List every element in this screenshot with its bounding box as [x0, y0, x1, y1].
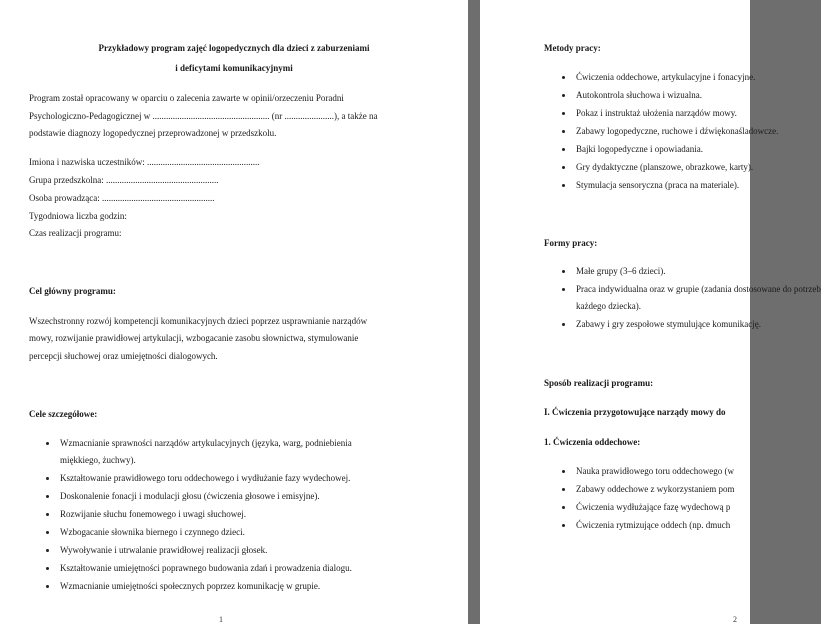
field-weekly-hours: Tygodniowa liczba godzin:	[29, 211, 127, 221]
section-i-heading: I. Ćwiczenia przygotowujące narządy mowy do	[544, 407, 726, 417]
list-item: Wzmacnianie umiejętności społecznych poprzez komunikację w grupie.	[44, 580, 444, 592]
main-goal-heading: Cel główny programu:	[29, 286, 116, 296]
methods-heading: Metody pracy:	[544, 43, 601, 53]
list-item: Wzbogacanie słownika biernego i czynnego dzieci.	[44, 526, 444, 538]
list-item: Praca indywidualna oraz w grupie (zadania dostosowane do potrzeb każdego dziecka).	[560, 283, 821, 312]
field-duration: Czas realizacji programu:	[29, 228, 122, 238]
list-item: Nauka prawidłowego toru oddechowego (w	[560, 465, 734, 477]
realization-heading: Sposób realizacji programu:	[544, 378, 654, 388]
main-goal-line-2: mowy, rozwijanie prawidłowej artykulacji, wzbogacanie zasobu słownictwa, stymulowanie	[29, 333, 359, 343]
field-group: Grupa przedszkolna: ..................................................	[29, 175, 219, 185]
list-item: Kształtowanie umiejętności poprawnego budowania zdań i prowadzenia dialogu.	[44, 562, 444, 574]
subsection-breathing-heading: 1. Ćwiczenia oddechowe:	[544, 437, 641, 447]
list-item: Gry dydaktyczne (planszowe, obrazkowe, karty).	[560, 161, 778, 173]
list-item: Wzmacnianie sprawności narządów artykulacyjnych (języka, warg, podniebienia miękkiego, żuchwy).	[44, 437, 444, 466]
list-item: Stymulacja sensoryczna (praca na materiale).	[560, 179, 778, 191]
field-teacher: Osoba prowadząca: ..................................................	[29, 193, 215, 203]
list-item: Doskonalenie fonacji i modulacji głosu (ćwiczenia głosowe i emisyjne).	[44, 490, 444, 502]
specific-goals-list	[44, 437, 444, 598]
main-goal-line-3: percepcji słuchowej oraz umiejętności dialogowych.	[29, 351, 218, 361]
document-page-2	[480, 0, 821, 624]
list-item: Bajki logopedyczne i opowiadania.	[560, 143, 778, 155]
list-item: Wywoływanie i utrwalanie prawidłowej realizacji głosek.	[44, 544, 444, 556]
intro-line-1: Program został opracowany w oparciu o zalecenia zawarte w opinii/orzeczeniu Poradni	[29, 93, 344, 103]
forms-heading: Formy pracy:	[544, 238, 598, 248]
page-number: 1	[219, 615, 223, 624]
specific-goals-heading: Cele szczegółowe:	[29, 409, 98, 419]
forms-list	[560, 265, 821, 336]
list-item: Zabawy i gry zespołowe stymulujące komunikację.	[560, 318, 821, 330]
list-item: Ćwiczenia oddechowe, artykulacyjne i fonacyjne.	[560, 71, 778, 83]
list-item: Małe grupy (3–6 dzieci).	[560, 265, 821, 277]
breathing-exercises-list	[560, 465, 734, 537]
list-item: Zabawy logopedyczne, ruchowe i dźwiękonaśladowcze.	[560, 125, 778, 137]
list-item: Pokaz i instruktaż ułożenia narządów mowy.	[560, 107, 778, 119]
methods-list	[560, 71, 778, 197]
intro-line-3: podstawie diagnozy logopedycznej przeprowadzonej w przedszkolu.	[29, 128, 277, 138]
page-number: 2	[733, 615, 737, 624]
list-item: Ćwiczenia rytmizujące oddech (np. dmuch	[560, 519, 734, 531]
list-item: Rozwijanie słuchu fonemowego i uwagi słuchowej.	[44, 508, 444, 520]
main-goal-line-1: Wszechstronny rozwój kompetencji komunikacyjnych dzieci poprzez usprawnianie narządów	[29, 316, 368, 326]
intro-line-2: Psychologiczno-Pedagogicznej w .................................................... (nr ......................), a także na	[29, 111, 378, 121]
list-item: Zabawy oddechowe z wykorzystaniem pom	[560, 483, 734, 495]
list-item: Ćwiczenia wydłużające fazę wydechową p	[560, 501, 734, 513]
field-participants: Imiona i nazwiska uczestników: ..................................................	[29, 157, 260, 167]
list-item: Autokontrola słuchowa i wizualna.	[560, 89, 778, 101]
document-title-line-1: Przykładowy program zajęć logopedycznych dla dzieci z zaburzeniami	[98, 43, 370, 53]
document-title-line-2: i deficytami komunikacyjnymi	[175, 63, 293, 73]
list-item: Kształtowanie prawidłowego toru oddechowego i wydłużanie fazy wydechowej.	[44, 472, 444, 484]
